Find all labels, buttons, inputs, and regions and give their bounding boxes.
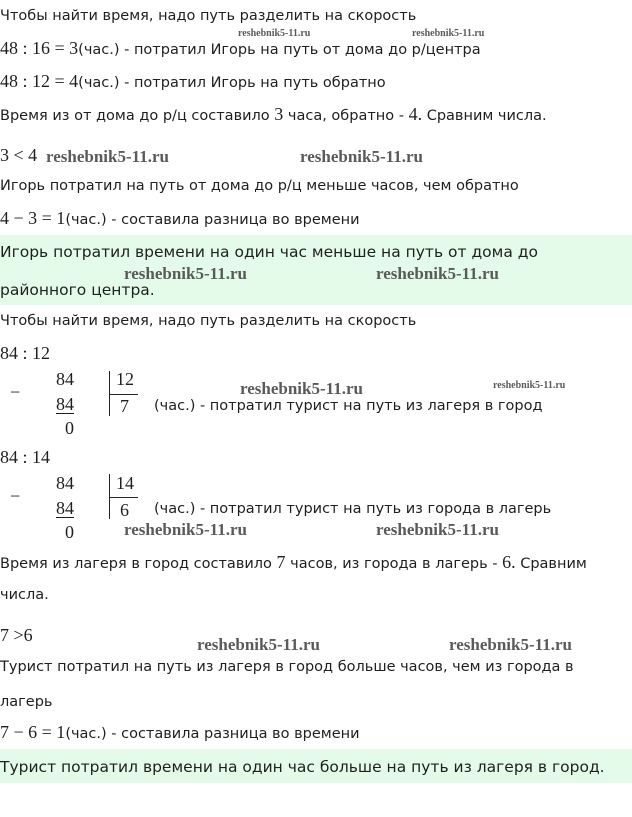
watermark: reshebnik5-11.ru	[412, 28, 485, 39]
division-header: 84 : 14	[0, 447, 51, 467]
comparison: 3 < 4	[0, 145, 38, 165]
paragraph	[0, 552, 587, 573]
text: Время из лагеря в город составило	[0, 556, 277, 572]
number: 4.	[408, 104, 423, 124]
watermark: reshebnik5-11.ru	[376, 264, 499, 283]
division-note: (час.) - потратил турист на путь из лагеря в город	[154, 398, 543, 414]
division-note: (час.) - потратил турист на путь из города в лагерь	[154, 501, 552, 517]
minus-sign: −	[10, 486, 21, 506]
text: Время из от дома до р/ц составило	[0, 108, 275, 124]
text: Сравним числа.	[422, 108, 547, 124]
answer-text: Турист потратил времени на один час больше на путь из лагеря в город.	[0, 758, 605, 776]
equation: 4 − 3 = 1	[0, 208, 66, 228]
divisor: 14	[116, 473, 134, 493]
equation-line	[0, 71, 386, 92]
dividend: 84	[56, 473, 74, 493]
answer-text: Игорь потратил времени на один час меньше на путь от дома до	[0, 243, 538, 261]
answer-text: районного центра.	[0, 281, 155, 299]
equation: 48 : 12 = 4	[0, 71, 79, 91]
paragraph: числа.	[0, 587, 49, 603]
comparison: 7 >6	[0, 625, 33, 645]
watermark: reshebnik5-11.ru	[46, 147, 169, 166]
paragraph: Игорь потратил на путь от дома до р/ц меньше часов, чем обратно	[0, 178, 519, 194]
instruction-text: Чтобы найти время, надо путь разделить на скорость	[0, 313, 417, 329]
paragraph	[0, 104, 547, 125]
text: часа, обратно -	[283, 108, 409, 124]
equation: 48 : 16 = 3	[0, 38, 79, 58]
text: Сравним	[515, 556, 587, 572]
watermark: reshebnik5-11.ru	[197, 635, 320, 654]
equation-line	[0, 38, 481, 59]
division-header: 84 : 12	[0, 343, 51, 363]
watermark: reshebnik5-11.ru	[124, 264, 247, 283]
number: 6.	[502, 552, 516, 572]
divisor: 12	[116, 369, 134, 389]
watermark: reshebnik5-11.ru	[493, 380, 566, 391]
equation-note: (час.) - составила разница во времени	[65, 212, 360, 228]
text: часов, из города в лагерь -	[285, 556, 503, 572]
minus-sign: −	[10, 382, 21, 402]
division-hbar	[110, 394, 138, 395]
watermark: reshebnik5-11.ru	[238, 28, 311, 39]
instruction-text: Чтобы найти время, надо путь разделить на скорость	[0, 8, 417, 24]
number: 7	[276, 552, 286, 572]
remainder: 0	[65, 418, 74, 438]
paragraph: Турист потратил на путь из лагеря в город больше часов, чем из города в	[0, 659, 574, 675]
paragraph: лагерь	[0, 694, 53, 710]
quotient: 7	[120, 396, 129, 416]
equation-line	[0, 208, 360, 229]
equation-line	[0, 722, 360, 743]
subtrahend: 84	[56, 498, 74, 518]
watermark: reshebnik5-11.ru	[124, 520, 247, 539]
dividend: 84	[56, 369, 74, 389]
watermark: reshebnik5-11.ru	[376, 520, 499, 539]
remainder: 0	[65, 522, 74, 542]
watermark: reshebnik5-11.ru	[240, 379, 363, 398]
division-hbar	[110, 497, 138, 498]
quotient: 6	[120, 500, 129, 520]
watermark: reshebnik5-11.ru	[449, 635, 572, 654]
equation-note: (час.) - потратил Игорь на путь от дома до р/центра	[78, 42, 481, 58]
number: 3	[274, 104, 284, 124]
equation-note: (час.) - потратил Игорь на путь обратно	[78, 75, 386, 91]
equation-note: (час.) - составила разница во времени	[65, 726, 360, 742]
watermark: reshebnik5-11.ru	[300, 147, 423, 166]
equation: 7 − 6 = 1	[0, 722, 66, 742]
subtrahend: 84	[56, 394, 74, 414]
